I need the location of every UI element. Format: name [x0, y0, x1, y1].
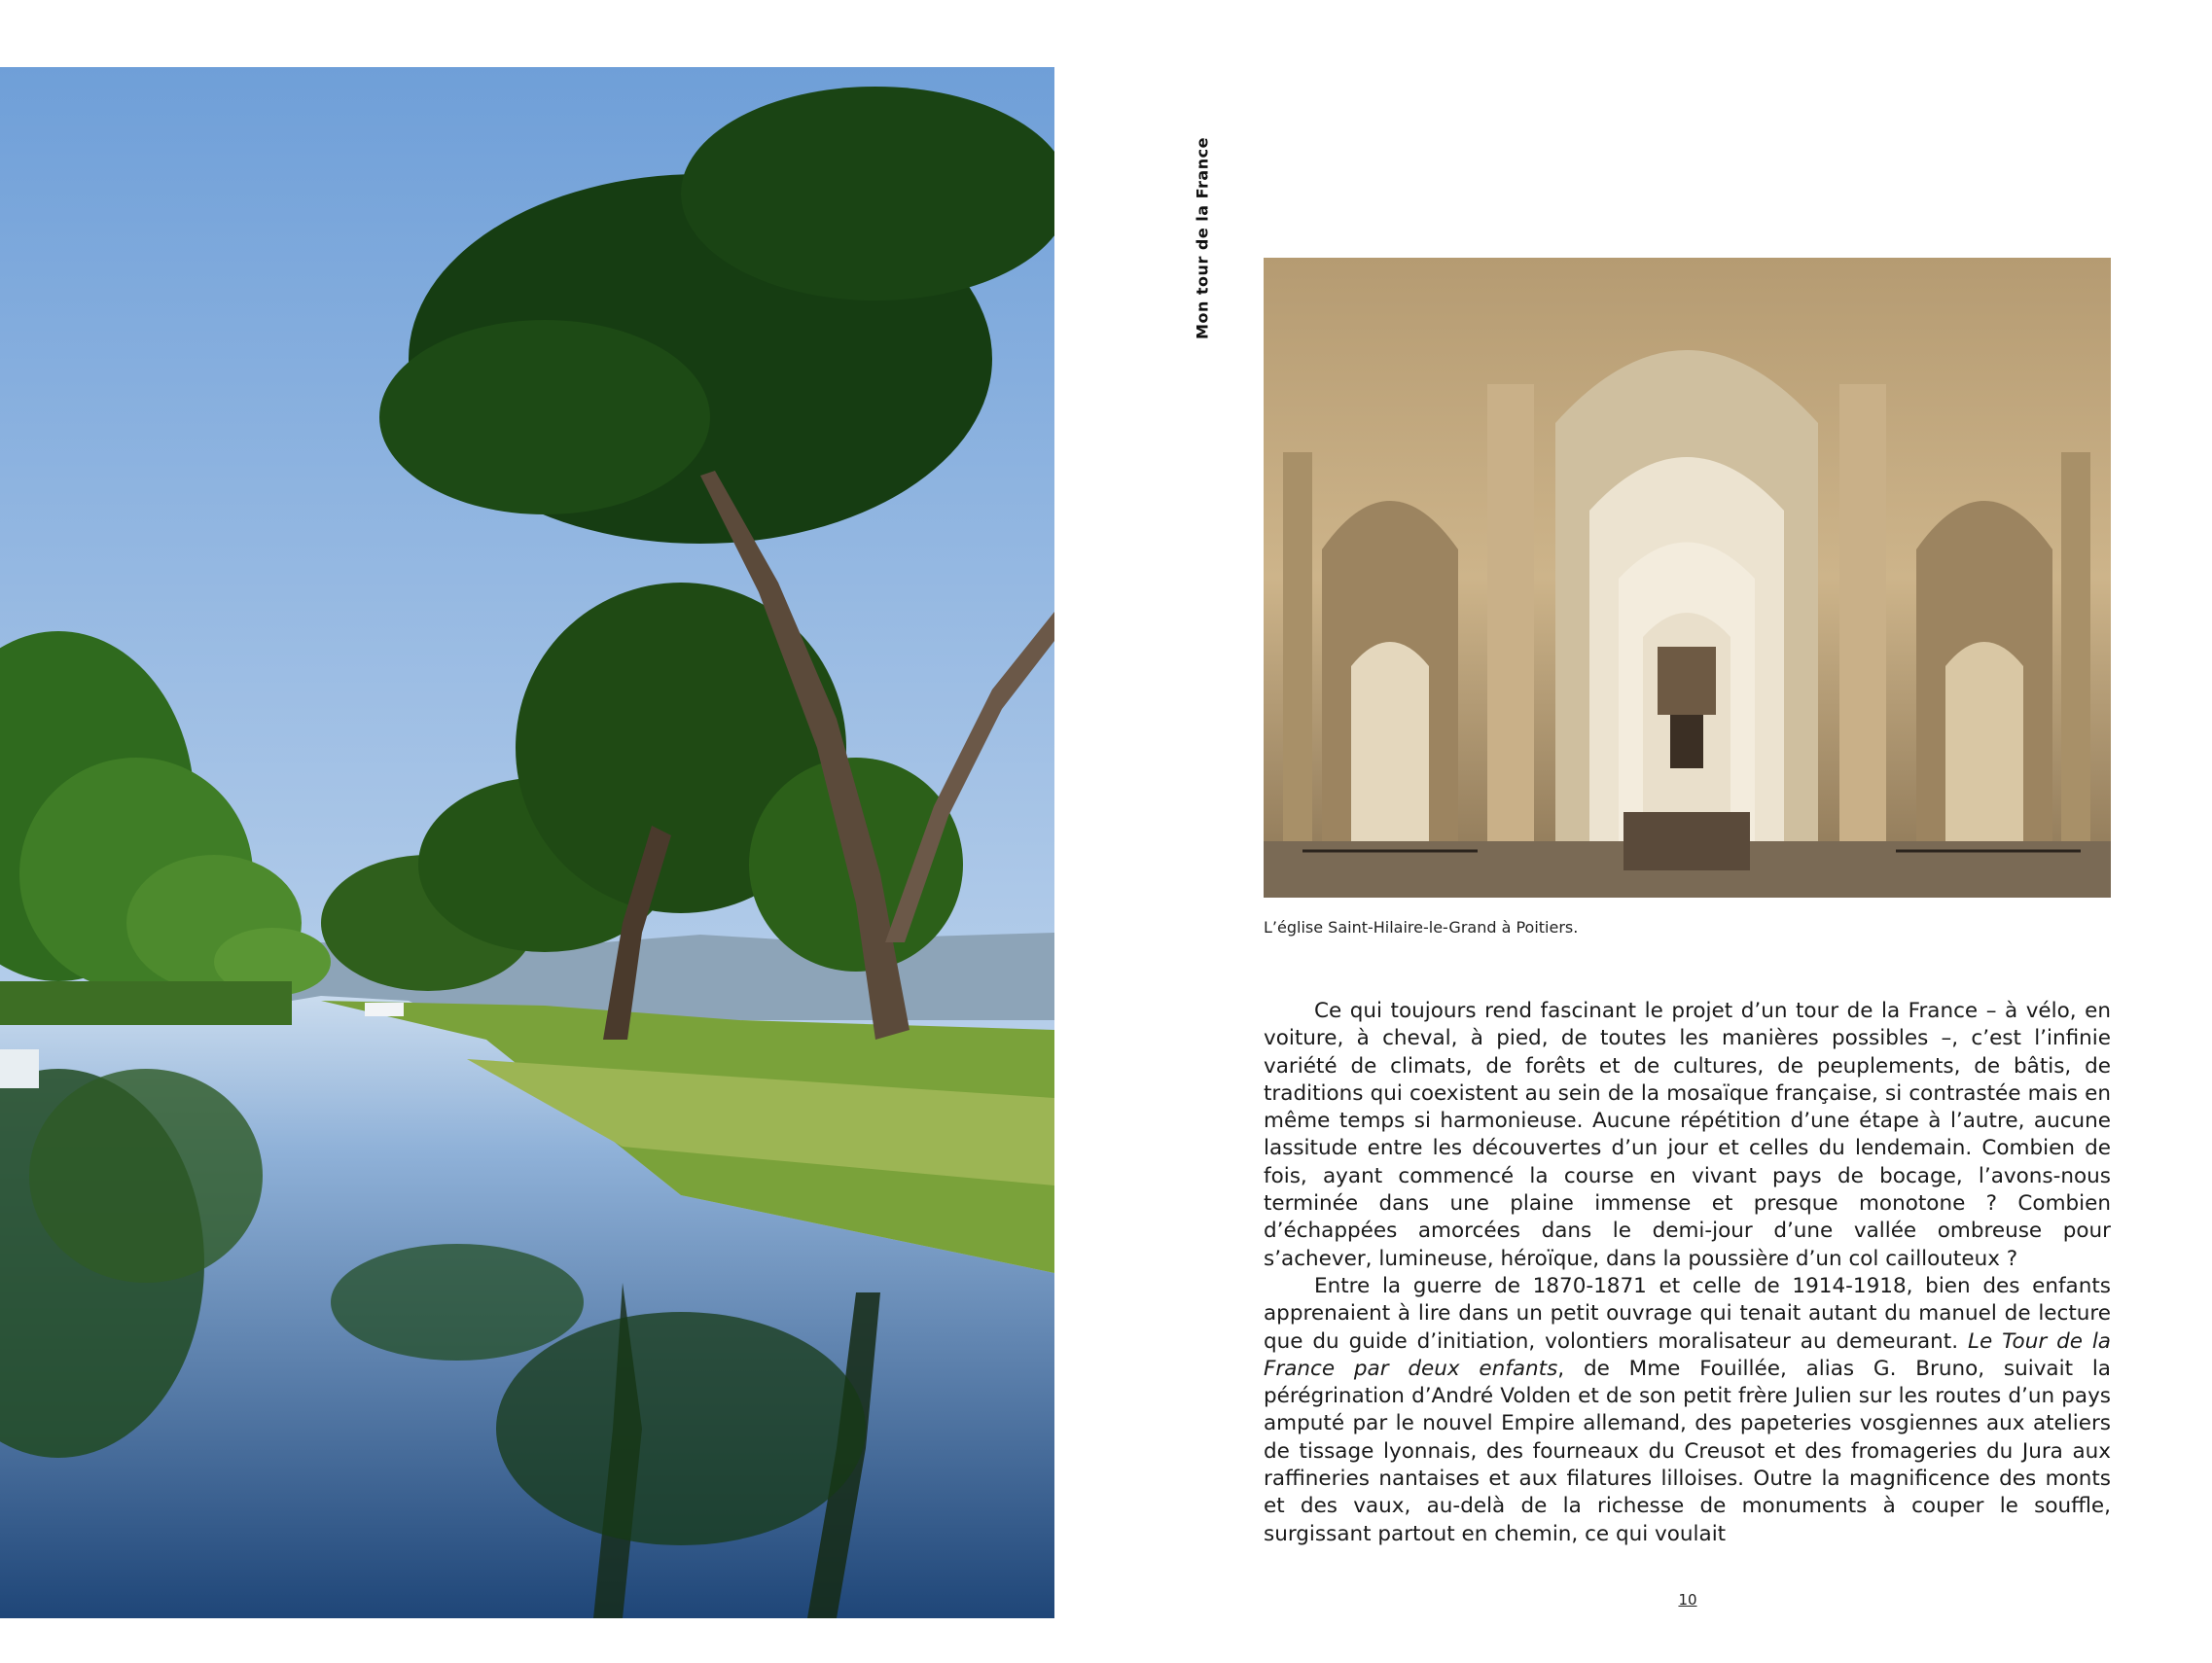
- photo-caption: L’église Saint-Hilaire-le-Grand à Poitiers.: [1264, 918, 1579, 937]
- canal-photo: [0, 67, 1054, 1618]
- church-photo: [1264, 258, 2111, 898]
- page-number: 10: [1678, 1591, 1697, 1609]
- paragraph-1: Ce qui toujours rend fascinant le projet d’un tour de la France – à vélo, en voiture, à cheval, à pied, de toutes les manières possibles –, c’est l’infinie variété de climats, de forêts et de cultures, de peuplements, de bâtis, de traditions qui coexistent au sein de la mosaïque française, si contrastée mais en même temps si harmonieuse. Aucune répétition d’une étape à l’autre, aucune lassitude entre les découvertes d’un jour et celles du lendemain. Combien de fois, ayant commencé la course en vivant pays de bocage, l’avons-nous terminée dans une plaine immense et presque monotone ? Combien d’échappées amorcées dans le demi-jour d’une vallée ombreuse pour s’achever, lumineuse, héroïque, dans la poussière d’un col caillouteux ?: [1264, 999, 2111, 1271]
- paragraph-2: Entre la guerre de 1870-1871 et celle de 1914-1918, bien des enfants apprenaient à lire dans un petit ouvrage qui tenait autant du manuel de lecture que du guide d’initiation, volontiers moralisateur au demeurant. Le Tour de la France par deux enfants, de Mme Fouillée, alias G. Bruno, suivait la pérégrination d’André Volden et de son petit frère Julien sur les routes d’un pays amputé par le nouvel Empire allemand, des papeteries vosgiennes aux ateliers de tissage lyonnais, des fourneaux du Creusot et des fromageries du Jura aux raffineries nantaises et aux filatures lilloises. Outre la magnificence des monts et des vaux, au-delà de la richesse de monuments à couper le souffle, surgissant partout en chemin, ce qui voulait: [1264, 1273, 2111, 1546]
- body-text: [1264, 998, 2111, 1548]
- book-title: Le Tour de la France par deux enfants: [1264, 1328, 2111, 1381]
- running-head: Mon tour de la France: [1193, 137, 1212, 339]
